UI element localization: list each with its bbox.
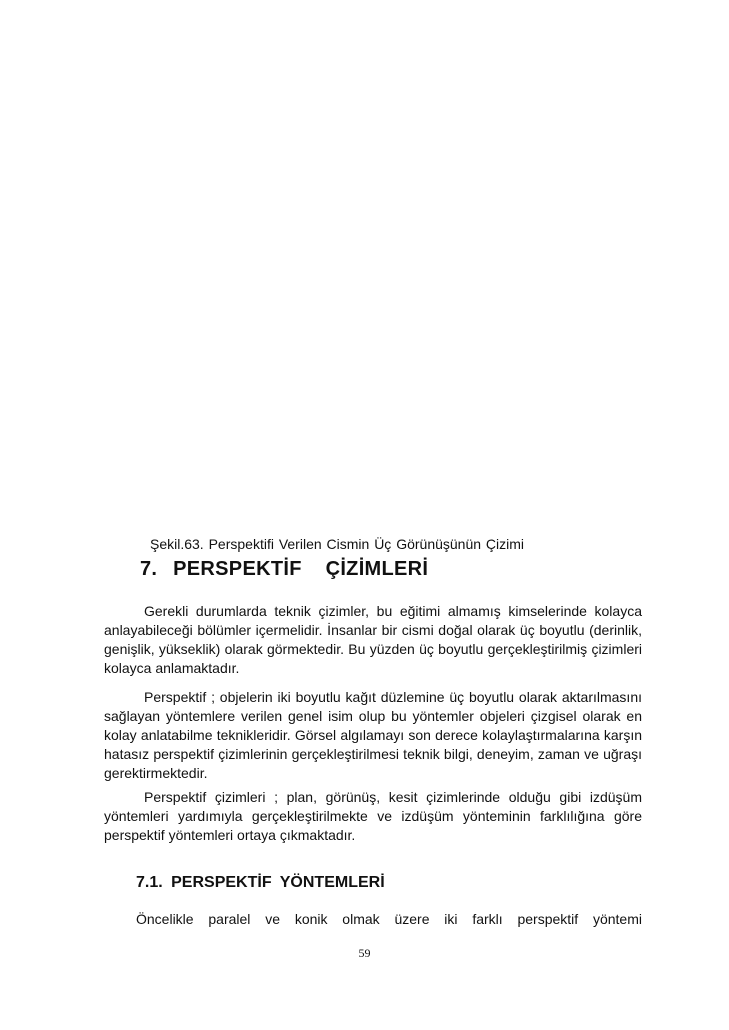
figure-area	[104, 30, 642, 530]
figure-caption: Şekil.63. Perspektifi Verilen Cismin Üç Görünüşünün Çizimi	[150, 536, 525, 552]
section-heading: 7.1. PERSPEKTİF YÖNTEMLERİ	[136, 874, 385, 891]
chapter-title: PERSPEKTİF ÇİZİMLERİ	[173, 558, 429, 580]
paragraph-1: Gerekli durumlarda teknik çizimler, bu eğitimi almamış kimselerinde kolayca anlayabileceği bölümler içermelidir. İnsanlar bir cismi doğal olarak üç boyutlu (derinlik, genişlik, yükseklik) olarak görmektedir. Bu yüzden üç boyutlu gerçekleştirilmiş çizimleri kolayca anlamaktadır.	[104, 603, 642, 676]
page-number: 59	[358, 946, 371, 960]
chapter-heading	[140, 558, 428, 581]
chapter-number: 7.	[140, 558, 158, 580]
paragraph-2: Perspektif ; objelerin iki boyutlu kağıt düzlemine üç boyutlu olarak aktarılmasını sağlayan yöntemlere verilen genel isim olup bu yöntemler objeleri çizgisel olarak en kolay anlatabilme teknikleridir. Görsel algılamayı son derece kolaylaştırmalarına karşın hatasız perspektif çizimlerinin gerçekleştirilmesi teknik bilgi, deneyim, zaman ve uğraşı gerektirmektedir.	[104, 689, 642, 781]
paragraph-3: Perspektif çizimleri ; plan, görünüş, kesit çizimlerinde olduğu gibi izdüşüm yöntemleri yardımıyla gerçekleştirilmekte ve izdüşüm yönteminin farklılığına göre perspektif yöntemleri ortaya çıkmaktadır.	[104, 789, 642, 843]
section-first-line: Öncelikle paralel ve konik olmak üzere iki farklı perspektif yöntemi	[136, 911, 642, 927]
